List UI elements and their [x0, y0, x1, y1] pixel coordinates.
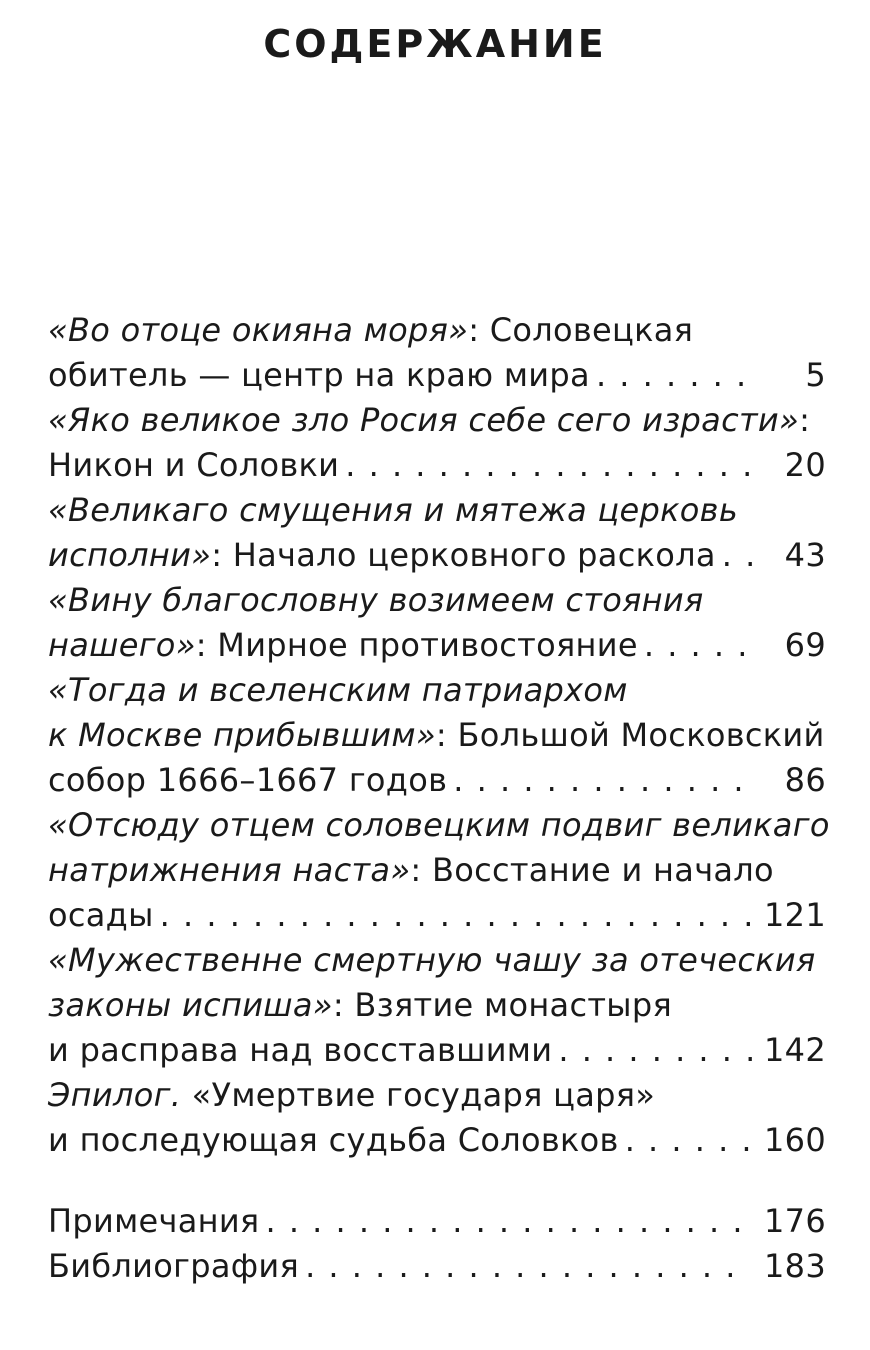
toc-entry-last-line — [48, 1199, 826, 1244]
dot-leader — [160, 893, 752, 938]
toc-entry-text: : Мирное противостояние — [195, 626, 638, 664]
toc-entry-quote: натрижнения наста» — [48, 851, 411, 889]
toc-entry-quote: Эпилог. — [48, 1076, 182, 1114]
toc-entry-line — [48, 938, 826, 983]
table-of-contents — [48, 308, 830, 1289]
toc-entry-text: : — [799, 401, 811, 439]
toc-entry-line — [48, 398, 826, 443]
toc-entry-quote: «Тогда и вселенским патриархом — [48, 671, 628, 709]
toc-entry-quote: «Великаго смущения и мятежа церковь — [48, 491, 738, 529]
page-number: 121 — [764, 896, 826, 934]
toc-entry-last-line — [48, 1118, 826, 1163]
toc-entry-quote: «Во отоце окияна моря» — [48, 311, 469, 349]
toc-entry — [48, 803, 830, 938]
toc-entry — [48, 1073, 826, 1163]
page-number: 5 — [805, 356, 826, 394]
dot-leader — [644, 623, 756, 668]
toc-entry-line — [48, 803, 830, 848]
toc-entry-text: Примечания — [48, 1202, 260, 1240]
toc-entry-last-line — [48, 353, 826, 398]
toc-entry-line — [48, 488, 826, 533]
page-number: 142 — [764, 1031, 826, 1069]
toc-entry-text: Библиография — [48, 1247, 300, 1285]
toc-entry-line — [48, 668, 826, 713]
page-number: 69 — [784, 626, 826, 664]
toc-entry-quote: исполни» — [48, 536, 212, 574]
toc-entry-last-line — [48, 1244, 826, 1289]
page-number: 176 — [764, 1202, 826, 1240]
dot-leader — [625, 1118, 752, 1163]
toc-entry-quote: «Вину благословну возимеем стояния — [48, 581, 704, 619]
toc-entry-text: обитель — центр на краю мира — [48, 356, 590, 394]
page-number: 160 — [764, 1121, 826, 1159]
toc-entry-quote: «Яко великое зло Росия себе сего израсти» — [48, 401, 800, 439]
dot-leader — [722, 533, 756, 578]
page-number: 43 — [784, 536, 826, 574]
toc-entry — [48, 398, 826, 488]
toc-entry-quote: «Отсюду отцем соловецким подвиг великаго — [48, 806, 830, 844]
toc-entry-quote: законы испиша» — [48, 986, 333, 1024]
toc-entry-last-line — [48, 533, 826, 578]
toc-entry-text: и последующая судьба Соловков — [48, 1121, 619, 1159]
toc-entry-line — [48, 578, 826, 623]
toc-entry-last-line — [48, 443, 826, 488]
toc-entry-text: : Начало церковного раскола — [211, 536, 716, 574]
toc-entry-text: : Восстание и начало — [410, 851, 774, 889]
dot-leader — [558, 1028, 752, 1073]
toc-entry — [48, 668, 826, 803]
toc-entry-line — [48, 983, 826, 1028]
dot-leader — [453, 758, 756, 803]
dot-leader — [265, 1199, 752, 1244]
page-number: 86 — [784, 761, 826, 799]
toc-appendix-entry — [48, 1244, 826, 1289]
toc-entry-quote: к Москве прибывшим» — [48, 716, 436, 754]
toc-entry-line — [48, 308, 826, 353]
section-spacer — [48, 1163, 826, 1199]
toc-appendix-entry — [48, 1199, 826, 1244]
toc-entry — [48, 488, 826, 578]
toc-entry-last-line — [48, 758, 826, 803]
dot-leader — [345, 443, 756, 488]
toc-entry-quote: «Мужественне смертную чашу за отеческия — [48, 941, 816, 979]
toc-entry-text: осады — [48, 896, 154, 934]
toc-entry — [48, 308, 826, 398]
dot-leader — [305, 1244, 752, 1289]
toc-entry-text: и расправа над восставшими — [48, 1031, 553, 1069]
toc-entry-text: : Взятие монастыря — [332, 986, 673, 1024]
toc-entry — [48, 578, 826, 668]
toc-entry-text: : Соловецкая — [468, 311, 694, 349]
toc-entry-text: «Умертвие государя царя» — [181, 1076, 656, 1114]
page-title: СОДЕРЖАНИЕ — [263, 22, 607, 66]
toc-entry-last-line — [48, 1028, 826, 1073]
toc-entry-text: собор 1666–1667 годов — [48, 761, 448, 799]
page-number: 183 — [764, 1247, 826, 1285]
toc-entry-text: Никон и Соловки — [48, 446, 340, 484]
toc-entry-last-line — [48, 623, 826, 668]
toc-entry-line — [48, 848, 826, 893]
dot-leader — [596, 353, 756, 398]
toc-entry-last-line — [48, 893, 826, 938]
toc-entry — [48, 938, 826, 1073]
toc-entry-line — [48, 1073, 826, 1118]
page-number: 20 — [784, 446, 826, 484]
toc-entry-quote: нашего» — [48, 626, 196, 664]
toc-entry-text: : Большой Московский — [435, 716, 825, 754]
toc-entry-line — [48, 713, 826, 758]
